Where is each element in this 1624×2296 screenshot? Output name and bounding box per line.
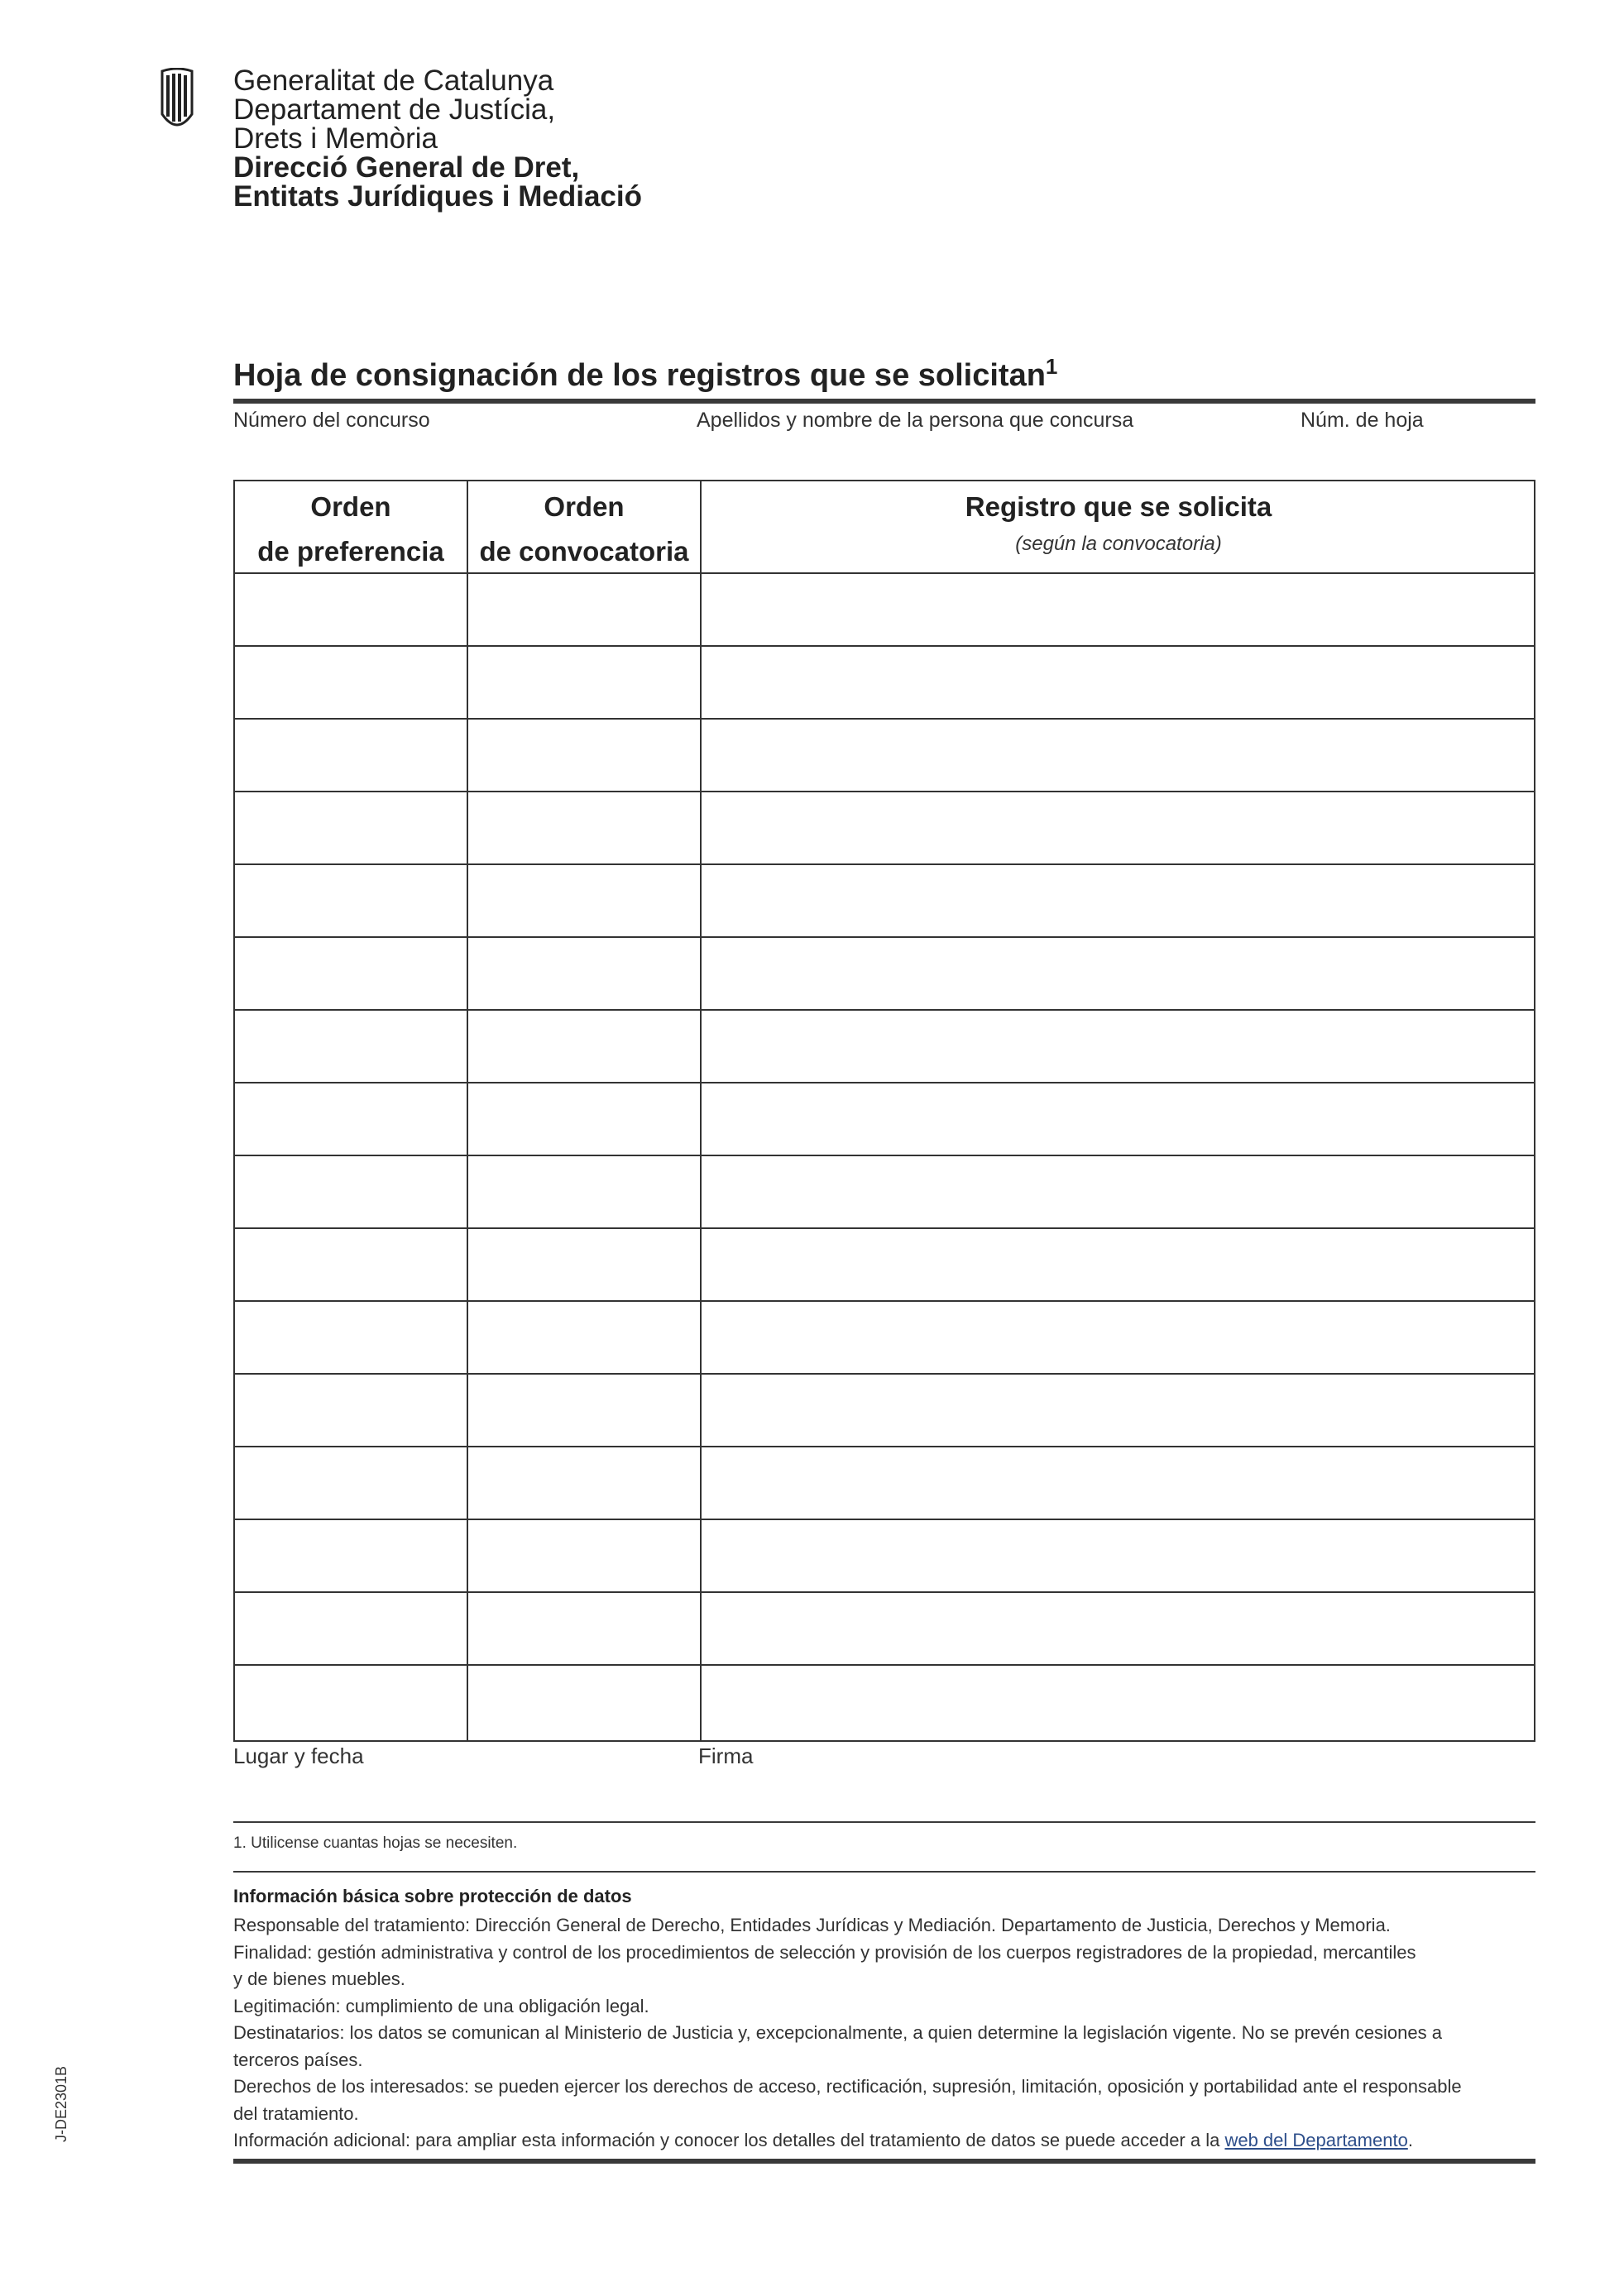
- preference-cell[interactable]: [235, 938, 467, 1009]
- dp-recipients-2: terceros países.: [233, 2049, 363, 2070]
- catalonia-coat-of-arms-icon: [159, 68, 195, 131]
- preference-cell[interactable]: [235, 1229, 467, 1300]
- call-order-cell[interactable]: [468, 1083, 700, 1155]
- dp-additional: Información adicional: para ampliar esta información y conocer los detalles del tratamiento de datos se puede acceder a la web del Departamento.: [233, 2130, 1413, 2150]
- title-divider: [233, 399, 1535, 404]
- call-order-cell[interactable]: [468, 1011, 700, 1082]
- col-preference-header-1: Orden: [310, 491, 391, 522]
- registry-cell[interactable]: [702, 1302, 1535, 1373]
- data-protection-divider: [233, 1871, 1535, 1873]
- registry-cell[interactable]: [702, 865, 1535, 936]
- col-call-order-header-1: Orden: [544, 491, 625, 522]
- call-order-cell[interactable]: [468, 574, 700, 645]
- preference-cell[interactable]: [235, 1302, 467, 1373]
- col-registry-subheader: (según la convocatoria): [1015, 533, 1222, 555]
- department-web-link[interactable]: web del Departamento: [1224, 2130, 1408, 2150]
- preference-cell[interactable]: [235, 1011, 467, 1082]
- registry-cell[interactable]: [702, 647, 1535, 718]
- col-call-order-header-2: de convocatoria: [479, 536, 689, 567]
- call-order-cell[interactable]: [468, 1229, 700, 1300]
- dp-legitimation: Legitimación: cumplimiento de una obligación legal.: [233, 1995, 649, 2016]
- call-order-cell[interactable]: [468, 647, 700, 718]
- registry-cell[interactable]: [702, 720, 1535, 791]
- col-preference-header-2: de preferencia: [257, 536, 444, 567]
- preference-cell[interactable]: [235, 1666, 467, 1737]
- preference-cell[interactable]: [235, 1375, 467, 1446]
- call-order-cell[interactable]: [468, 1447, 700, 1519]
- call-order-cell[interactable]: [468, 865, 700, 936]
- contest-number-label: Número del concurso: [233, 409, 430, 432]
- registry-cell[interactable]: [702, 1083, 1535, 1155]
- issuer-line-1: Generalitat de Catalunya: [233, 65, 554, 97]
- call-order-cell[interactable]: [468, 792, 700, 863]
- preference-cell[interactable]: [235, 1447, 467, 1519]
- applicant-name-label: Apellidos y nombre de la persona que concursa: [697, 409, 1134, 432]
- registry-cell[interactable]: [702, 1229, 1535, 1300]
- issuer-line-3: Drets i Memòria: [233, 122, 438, 155]
- registry-cell[interactable]: [702, 1156, 1535, 1227]
- preference-cell[interactable]: [235, 647, 467, 718]
- registry-cell[interactable]: [702, 1375, 1535, 1446]
- footnote-divider: [233, 1821, 1535, 1823]
- col-registry-header: Registro que se solicita: [965, 491, 1272, 522]
- title-footnote-mark: 1: [1045, 354, 1058, 379]
- issuer-line-4: Direcció General de Dret,: [233, 151, 580, 184]
- place-date-label: Lugar y fecha: [233, 1744, 364, 1768]
- registry-request-table: [233, 480, 1535, 1742]
- registry-cell[interactable]: [702, 1011, 1535, 1082]
- call-order-cell[interactable]: [468, 1666, 700, 1737]
- registry-cell[interactable]: [702, 1447, 1535, 1519]
- dp-purpose-2: y de bienes muebles.: [233, 1968, 405, 1989]
- data-protection-body: [233, 1912, 1535, 2155]
- call-order-cell[interactable]: [468, 938, 700, 1009]
- preference-cell[interactable]: [235, 1593, 467, 1664]
- footnote: 1. Utilicense cuantas hojas se necesiten.: [233, 1834, 518, 1852]
- registry-cell[interactable]: [702, 1520, 1535, 1591]
- registry-cell[interactable]: [702, 1666, 1535, 1737]
- dp-rights-1: Derechos de los interesados: se pueden ejercer los derechos de acceso, rectificación, supresión, limitación, oposición y portabilidad ante el responsable: [233, 2076, 1462, 2097]
- signature-label: Firma: [698, 1744, 754, 1768]
- registry-cell[interactable]: [702, 792, 1535, 863]
- call-order-cell[interactable]: [468, 720, 700, 791]
- registry-cell[interactable]: [702, 574, 1535, 645]
- dp-responsible: Responsable del tratamiento: Dirección General de Derecho, Entidades Jurídicas y Mediación. Departamento de Justicia, Derechos y Memoria.: [233, 1915, 1391, 1935]
- page-title: Hoja de consignación de los registros que se solicitan$^1$: [233, 354, 1058, 393]
- call-order-cell[interactable]: [468, 1156, 700, 1227]
- dp-recipients-1: Destinatarios: los datos se comunican al Ministerio de Justicia y, excepcionalmente, a quien determine la legislación vigente. No se prevén cesiones a: [233, 2022, 1442, 2043]
- issuer-line-2: Departament de Justícia,: [233, 93, 556, 126]
- sheet-number-label: Núm. de hoja: [1301, 409, 1424, 432]
- issuer-block: [233, 66, 642, 211]
- preference-cell[interactable]: [235, 720, 467, 791]
- call-order-cell[interactable]: [468, 1375, 700, 1446]
- preference-cell[interactable]: [235, 574, 467, 645]
- bottom-divider: [233, 2159, 1535, 2164]
- preference-cell[interactable]: [235, 865, 467, 936]
- preference-cell[interactable]: [235, 1520, 467, 1591]
- dp-rights-2: del tratamiento.: [233, 2102, 359, 2124]
- data-protection-title: Información básica sobre protección de datos: [233, 1886, 632, 1906]
- call-order-cell[interactable]: [468, 1593, 700, 1664]
- issuer-line-5: Entitats Jurídiques i Mediació: [233, 180, 642, 213]
- dp-purpose-1: Finalidad: gestión administrativa y control de los procedimientos de selección y provisión de los cuerpos registradores de la propiedad, mercantiles: [233, 1941, 1416, 1963]
- call-order-cell[interactable]: [468, 1520, 700, 1591]
- registry-cell[interactable]: [702, 938, 1535, 1009]
- call-order-cell[interactable]: [468, 1302, 700, 1373]
- preference-cell[interactable]: [235, 1156, 467, 1227]
- preference-cell[interactable]: [235, 792, 467, 863]
- preference-cell[interactable]: [235, 1083, 467, 1155]
- registry-cell[interactable]: [702, 1593, 1535, 1664]
- document-code: J-DE2301B: [53, 2065, 69, 2142]
